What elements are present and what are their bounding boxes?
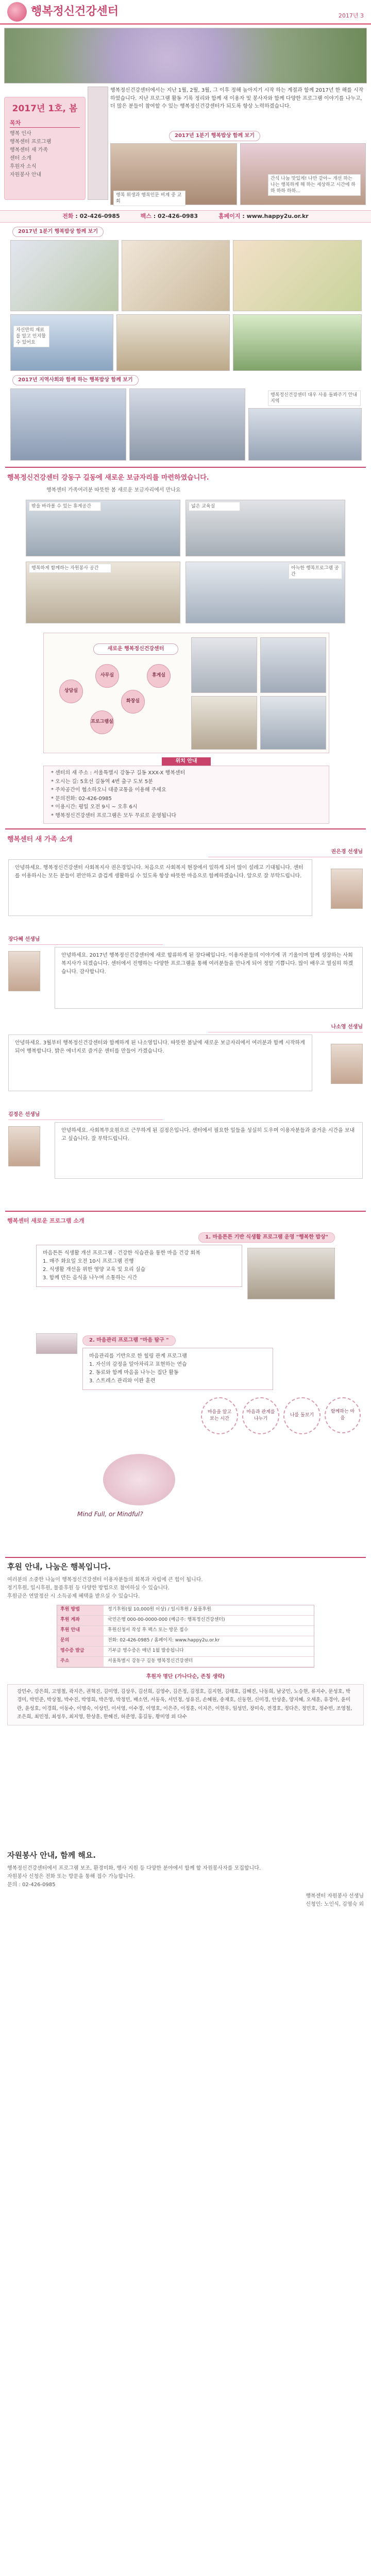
notice-line: * 이용시간: 평일 오전 9시 ~ 오후 6시: [51, 804, 138, 810]
table-row: [57, 1605, 314, 1616]
mind-bubble: 함께하는 마음: [325, 1397, 361, 1433]
community-photo: [10, 388, 126, 461]
fax-value: 02-426-0983: [157, 212, 198, 219]
staff-name: 권은경 선생님: [208, 848, 363, 857]
program-photo: [36, 1333, 77, 1354]
section-heading: 행복센터 새로운 프로그램 소개: [7, 1217, 85, 1224]
photo-caption: 자신만의 재료를 알고 인지할 수 있어요: [13, 326, 49, 347]
volunteer-text: 문의 : 02-426-0985: [7, 1882, 56, 1888]
photo-caption: 행복정신건강센터 대우 사용 돌봐주기 안내 지역: [268, 391, 361, 406]
row-key: 주소: [57, 1657, 104, 1667]
table-row: [57, 1626, 314, 1636]
intro-text: 행복정신건강센터에서는 지난 1월, 2월, 3월, 그 이후 정해 높아지기 시작 하는 계절과 함께 2017년 한 해를 시작하였습니다. 지난 프로그램 활동 기록 정리와 함께 새 이용자 및 봉사자와 함께 다양한 프로그램 이야기를 나누고, 더 많은 분들이 참여할 수 있는 행복정신건강센터가 되도록 항상 노력하겠습니다.: [110, 88, 364, 109]
homepage-label: 홈페이지: [218, 212, 241, 219]
contact-bar: 전화 : 02-426-0985 팩스 : 02-426-0983 홈페이지 : www.happy2u.or.kr: [0, 210, 371, 223]
room-circle: 사무실: [95, 664, 119, 688]
section-heading: 행복정신건강센터 강동구 길동에 새로운 보금자리를 마련하였습니다.: [7, 474, 209, 482]
room-circle: 프로그램실: [90, 710, 114, 734]
room-photo: [191, 637, 257, 693]
staff-photo: [8, 1126, 40, 1166]
staff-intro: 안녕하세요. 행복정신건강센터 사회복지사 권은경입니다. 처음으로 사회복지 현장에서 일하게 되어 많이 설레고 기대됩니다. 센터를 이용하시는 모든 분들이 편안하고 즐겁게 생활하실 수 있도록 항상 따뜻한 마음으로 함께하겠습니다. 앞으로 잘 부탁드립니다.: [8, 859, 312, 916]
room-circle: 상담실: [59, 680, 83, 703]
art-photo: [10, 240, 119, 311]
program-desc: 마음관리를 기반으로 한 힐링 관계 프로그램 1. 자신의 감정을 알아차리고 표현하는 연습 2. 동료와 함께 마음을 나누는 집단 활동 3. 스트레스 관리와 이완 훈련: [82, 1348, 273, 1390]
staff-card: [8, 1023, 363, 1111]
room-circle: 화장실: [121, 690, 145, 714]
notice-line: * 행복정신건강센터 프로그램은 모두 무료로 운영됩니다: [51, 812, 177, 819]
row-key: 영수증 발급: [57, 1647, 104, 1656]
mind-caption: Mind Full, or Mindful?: [77, 1511, 143, 1518]
program-desc: 마음튼튼 식생활 개선 프로그램 - 건강한 식습관을 통한 마음 건강 회복 1. 매주 화요일 오전 10시 프로그램 진행 2. 식생활 개선을 위한 영양 교육 및 요리 실습 3. 함께 만든 음식을 나누며 소통하는 시간: [36, 1245, 242, 1287]
program-label: 2017년 1분기 행복밥상 함께 보기: [169, 131, 260, 141]
staff-name: 김정은 선생님: [8, 1111, 163, 1120]
volunteer-sign: 신청인: 노인식, 김영숙 외: [306, 1901, 364, 1907]
row-value: 정기후원(월 10,000원 이상) / 일시후원 / 물품후원: [108, 1607, 211, 1613]
program-photo: [247, 1248, 335, 1299]
staff-intro: 안녕하세요. 사회복무요원으로 근무하게 된 김정은입니다. 센터에서 필요한 일들을 성실히 도우며 이용자분들과 즐거운 시간을 보내고 싶습니다. 잘 부탁드립니다.: [55, 1122, 363, 1179]
edition-label: 2017년 3: [338, 12, 364, 19]
program-label: 2017년 지역사회와 함께 하는 행복밥상 함께 보기: [12, 375, 139, 385]
staff-photo: [8, 951, 40, 991]
art-photo: [116, 314, 230, 371]
table-of-contents: [4, 97, 86, 200]
program-title: 2. 마음관리 프로그램 "마음 탐구 ": [82, 1335, 176, 1346]
volunteer-section: [0, 1846, 371, 1924]
support-table: [57, 1605, 314, 1668]
volunteer-text: 행복정신건강센터에서 프로그램 보조, 환경미화, 행사 지원 등 다양한 분야에서 함께 할 자원봉사자를 모집합니다.: [7, 1865, 261, 1871]
mind-bubble: 나를 돌보기: [283, 1397, 321, 1434]
greeting-section: [0, 25, 371, 210]
photo-caption: 행복 위생과 행복인문 비계 중 교회: [113, 191, 185, 206]
table-row: [57, 1647, 314, 1657]
staff-card: [8, 848, 363, 936]
new-center-label: 새로운 행복정신건강센터: [93, 643, 178, 655]
fax-label: 팩스: [140, 212, 151, 219]
location-notice: [43, 757, 329, 819]
volunteer-text: 자원봉사 신청은 전화 또는 방문을 통해 접수 가능합니다.: [7, 1873, 135, 1879]
notice-title: 위치 안내: [162, 757, 211, 766]
mind-bubble: 마음을 알고 보는 시간: [201, 1397, 238, 1434]
staff-photo: [331, 1044, 363, 1084]
program-section: [0, 1212, 371, 1557]
row-key: 후원 방법: [57, 1605, 104, 1615]
staff-section: [0, 829, 371, 1211]
art-photo: [122, 240, 230, 311]
community-photo: [248, 408, 362, 461]
notice-line: * 오시는 길: 5호선 길동역 4번 출구 도보 5분: [51, 778, 153, 785]
section-subheading: 행복센터 가족여러분 따뜻한 봄 새로운 보금자리에서 만나요: [46, 487, 181, 493]
row-key: 후원 계좌: [57, 1616, 104, 1625]
row-value: 전화: 02-426-0985 / 홈페이지: www.happy2u.or.kr: [108, 1638, 220, 1643]
volunteer-sign: 행복센터 자원봉사 선생님: [306, 1893, 364, 1899]
support-text: 후원금은 연말정산 시 소득공제 혜택을 받으실 수 있습니다.: [7, 1593, 140, 1599]
cover-photo: [4, 28, 367, 83]
floor-plan: [43, 633, 329, 753]
homepage-link[interactable]: www.happy2u.or.kr: [246, 212, 309, 219]
community-photo: [129, 388, 245, 461]
room-photo: [260, 696, 326, 750]
photo-caption: 넓은 교육실: [189, 502, 240, 511]
photo-caption: 아늑한 행복프로그램 공간: [289, 564, 342, 579]
toc-item[interactable]: 행복센터 프로그램: [10, 139, 52, 145]
support-title: 후원 안내, 나눔은 행복입니다.: [7, 1562, 111, 1571]
mind-bubble: 마음과 관계를 나누기: [242, 1397, 279, 1434]
art-photo: [233, 314, 362, 371]
notice-line: * 주차공간이 협소하오니 대중교통을 이용해 주세요: [51, 787, 166, 793]
staff-card: [8, 1111, 363, 1198]
art-photo: [233, 240, 362, 311]
staff-intro: 안녕하세요. 2017년 행복정신건강센터에 새로 합류하게 된 장다혜입니다. 이용자분들의 이야기에 귀 기울이며 함께 성장하는 사회복지사가 되겠습니다. 센터에서 진행하는 다양한 프로그램을 통해 여러분들을 만나게 되어 정말 기쁩니다. 많이 배우고 열심히 하겠습니다. 감사합니다.: [55, 947, 363, 1009]
section-heading: 행복센터 새 가족 소개: [7, 836, 73, 843]
donors-title: 후원자 명단 (가나다순, 존칭 생략): [146, 1673, 225, 1680]
row-value: 후원신청서 작성 후 팩스 또는 방문 접수: [108, 1628, 189, 1633]
row-value: 기부금 영수증은 매년 1월 발송됩니다: [108, 1648, 184, 1654]
staff-name: 나소영 선생님: [208, 1023, 363, 1032]
header: [0, 0, 371, 25]
table-row: [57, 1636, 314, 1647]
support-section: [0, 1558, 371, 1846]
table-row: [57, 1657, 314, 1667]
row-key: 문의: [57, 1636, 104, 1646]
row-value: 국민은행 000-00-0000-000 (예금주: 행복정신건강센터): [108, 1617, 225, 1623]
photo-caption: 행복하게 함께하는 자원봉사 공간: [29, 564, 111, 573]
side-photo: [88, 87, 108, 200]
staff-photo: [331, 869, 363, 909]
support-text: 정기후원, 일시후원, 물품후원 등 다양한 방법으로 참여하실 수 있습니다.: [7, 1585, 170, 1591]
donor-list: 강민수, 강은희, 고영철, 곽지은, 권혁진, 김미영, 김상우, 김선희, 김영수, 김은정, 김정호, 김지현, 김태호, 김혜진, 나동희, 남궁민, 노승현, 류지수, 문성호, 박경미, 박민준, 박상철, 박수진, 박영희, 박은영, 박정민, 배소연, 서동욱, 서민정, 성유진, 손혜원, 송재호, 신동현, 신미경, 안상훈, 양지혜, 오세훈, 유경아, 윤미란, 윤성호, 이경희, 이동수, 이명숙, 이상민, 이서영, 이수경, 이영호, 이은주, 이정훈, 이지은, 이현우, 임성민, 장미숙, 전경호, 정다은, 정민호, 정수빈, 조영철, 조은희, 최민정, 최성우, 최지영, 한상훈, 한혜진, 허준영, 홍길동, 황미영 외 다수: [7, 1684, 364, 1726]
toc-item[interactable]: 후원자 소식: [10, 164, 37, 170]
support-text: 여러분의 소중한 나눔이 행복정신건강센터 이용자분들의 회복과 자립에 큰 힘이 됩니다.: [7, 1577, 203, 1583]
phone-value: 02-426-0985: [79, 212, 120, 219]
staff-card: [8, 936, 363, 1023]
program-card: [36, 1232, 335, 1287]
program-title: 1. 마음튼튼 기반 식생활 프로그램 운영 "행복한 밥상": [198, 1232, 335, 1243]
notice-line: * 센터의 새 주소 : 서울특별시 강동구 길동 XXX-X 행복센터: [51, 770, 185, 776]
issue-title: 2017년 1호, 봄: [12, 104, 78, 114]
program-card: [36, 1335, 335, 1390]
row-value: 서울특별시 강동구 길동 행복정신건강센터: [108, 1658, 193, 1664]
toc-item[interactable]: 센터 소개: [10, 156, 31, 161]
room-photo: [260, 637, 326, 693]
new-center-section: [0, 468, 371, 828]
phone-label: 전화: [62, 212, 74, 219]
toc-item[interactable]: 행복 인사: [10, 131, 31, 137]
mind-illustration-icon: [103, 1454, 175, 1505]
room-circle: 휴게실: [147, 664, 171, 688]
logo-icon: [7, 2, 27, 22]
row-key: 후원 안내: [57, 1626, 104, 1636]
page-title: 행복정신건강센터: [31, 5, 119, 18]
notice-line: * 문의전화: 02-426-0985: [51, 795, 112, 802]
room-photo: [191, 696, 257, 750]
photo-caption: 간식 나눔 맛있게! 나만 같아~ 개선 하는 나는 행복하게 해 하는 세상하고 시간에 하하 하하 하하...: [268, 174, 361, 196]
toc-item[interactable]: 행복센터 새 가족: [10, 147, 48, 153]
staff-name: 장다혜 선생님: [8, 936, 163, 945]
toc-heading: 목차: [10, 119, 80, 128]
program-gallery: [0, 223, 371, 467]
toc-item[interactable]: 자원봉사 안내: [10, 172, 42, 178]
photo-caption: 밖을 바라볼 수 있는 휴게공간: [29, 502, 101, 511]
volunteer-title: 자원봉사 안내, 함께 해요.: [7, 1851, 96, 1860]
table-row: [57, 1616, 314, 1626]
staff-intro: 안녕하세요. 3월부터 행복정신건강센터와 함께하게 된 나소영입니다. 따뜻한 봄날에 새로운 보금자리에서 여러분과 함께 시작하게 되어 행복합니다. 밝은 에너지로 즐거운 센터를 만들어 가겠습니다.: [8, 1035, 312, 1091]
program-label: 2017년 1분기 행복밥상 함께 보기: [12, 227, 104, 237]
